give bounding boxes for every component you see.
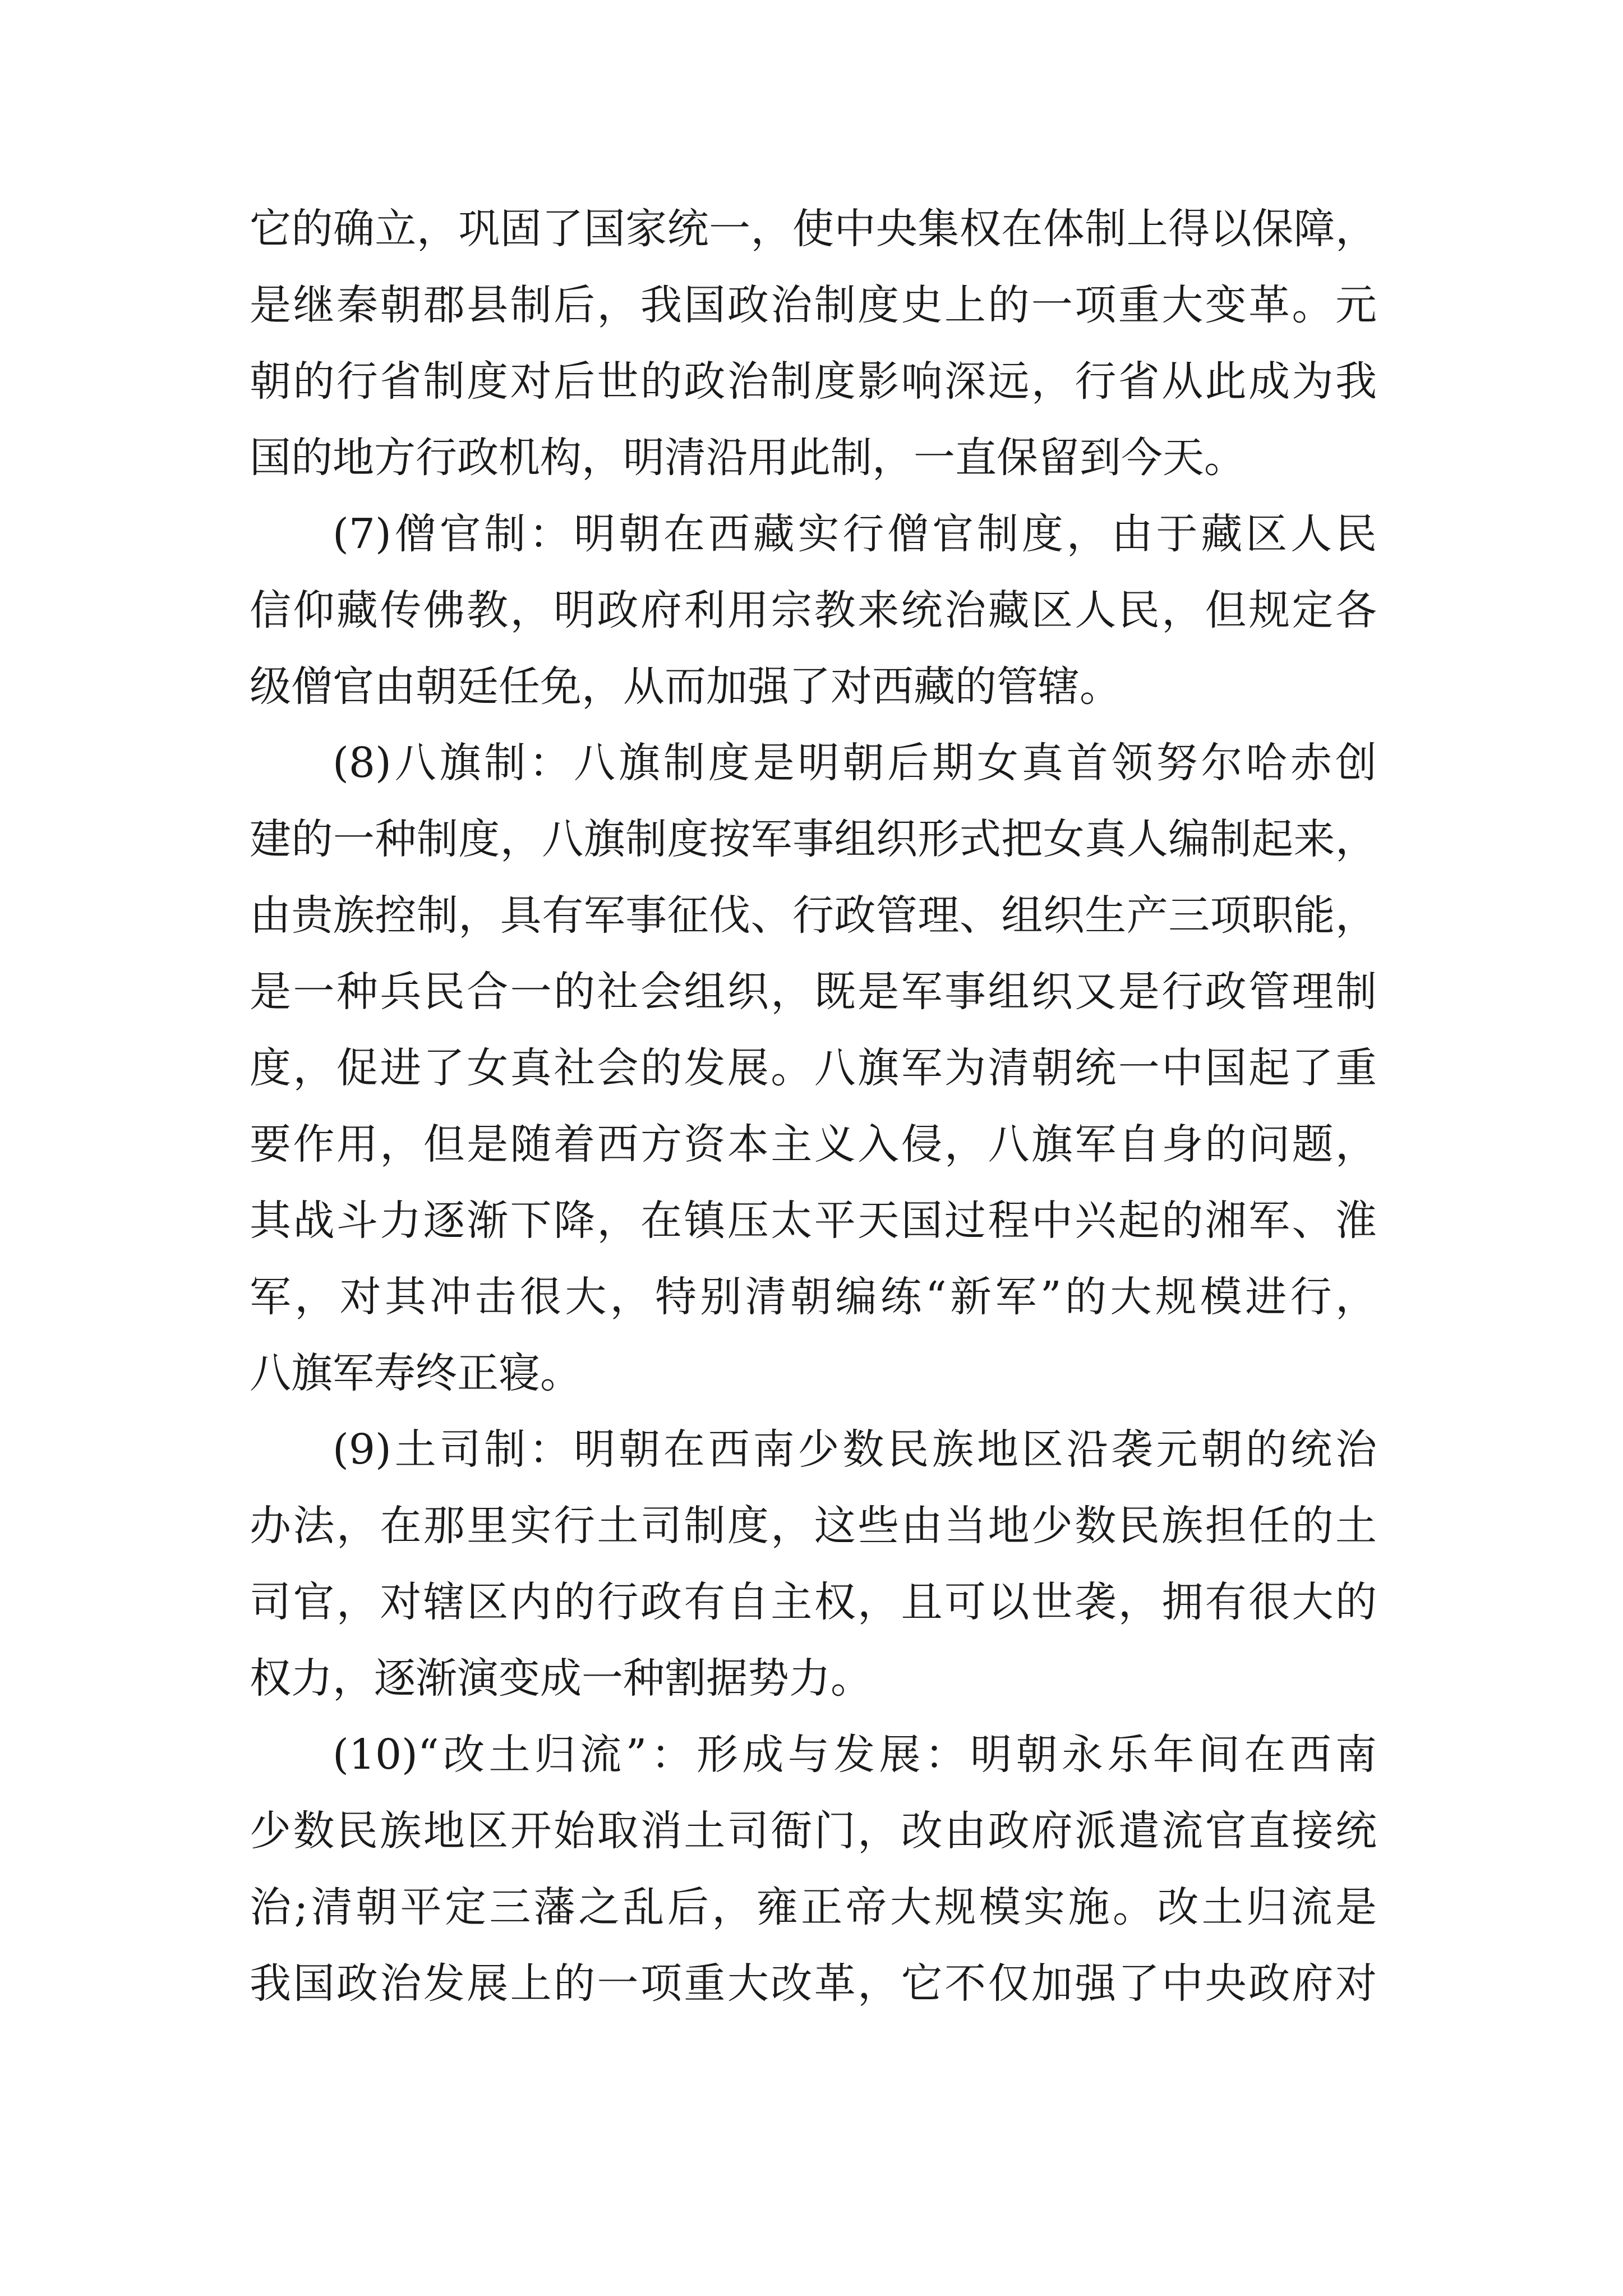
text-line: 要作用，但是随着西方资本主义入侵，八旗军自身的问题， <box>250 1120 1377 1168</box>
text-line: 信仰藏传佛教，明政府利用宗教来统治藏区人民，但规定各 <box>250 586 1377 634</box>
text-line: 我国政治发展上的一项重大改革，它不仅加强了中央政府对 <box>250 1959 1377 2008</box>
text-line: 权力，逐渐演变成一种割据势力。 <box>250 1654 872 1703</box>
paragraph-9-heading-line: (9)土司制：明朝在西南少数民族地区沿袭元朝的统治 <box>333 1425 1377 1474</box>
text-line: 少数民族地区开始取消土司衙门，改由政府派遣流官直接统 <box>250 1807 1377 1855</box>
text-line: 办法，在那里实行土司制度，这些由当地少数民族担任的土 <box>250 1502 1377 1550</box>
text-line: 级僧官由朝廷任免，从而加强了对西藏的管辖。 <box>250 662 1121 711</box>
paragraph-7-heading-line: (7)僧官制：明朝在西藏实行僧官制度，由于藏区人民 <box>333 510 1377 558</box>
text-line: 军，对其冲击很大，特别清朝编练“新军”的大规模进行， <box>250 1273 1377 1321</box>
text-line: 治;清朝平定三藩之乱后，雍正帝大规模实施。改土归流是 <box>250 1883 1377 1931</box>
text-line: 国的地方行政机构，明清沿用此制，一直保留到今天。 <box>250 434 1246 482</box>
text-line: 其战斗力逐渐下降，在镇压太平天国过程中兴起的湘军、淮 <box>250 1197 1377 1245</box>
text-line: 它的确立，巩固了国家统一，使中央集权在体制上得以保障， <box>250 205 1377 253</box>
text-line: 是继秦朝郡县制后，我国政治制度史上的一项重大变革。元 <box>250 281 1377 329</box>
text-line: 八旗军寿终正寝。 <box>250 1349 582 1397</box>
text-line: 朝的行省制度对后世的政治制度影响深远，行省从此成为我 <box>250 357 1377 406</box>
text-line: 司官，对辖区内的行政有自主权，且可以世袭，拥有很大的 <box>250 1578 1377 1626</box>
text-line: 建的一种制度，八旗制度按军事组织形式把女真人编制起来， <box>250 815 1377 863</box>
paragraph-10-heading-line: (10)“改土归流”：形成与发展：明朝永乐年间在西南 <box>333 1731 1377 1779</box>
text-line: 是一种兵民合一的社会组织，既是军事组织又是行政管理制 <box>250 968 1377 1016</box>
body-text <box>250 191 1377 2022</box>
text-line: 度，促进了女真社会的发展。八旗军为清朝统一中国起了重 <box>250 1044 1377 1092</box>
text-line: 由贵族控制，具有军事征伐、行政管理、组织生产三项职能， <box>250 891 1377 940</box>
paragraph-8-heading-line: (8)八旗制：八旗制度是明朝后期女真首领努尔哈赤创 <box>333 739 1377 787</box>
